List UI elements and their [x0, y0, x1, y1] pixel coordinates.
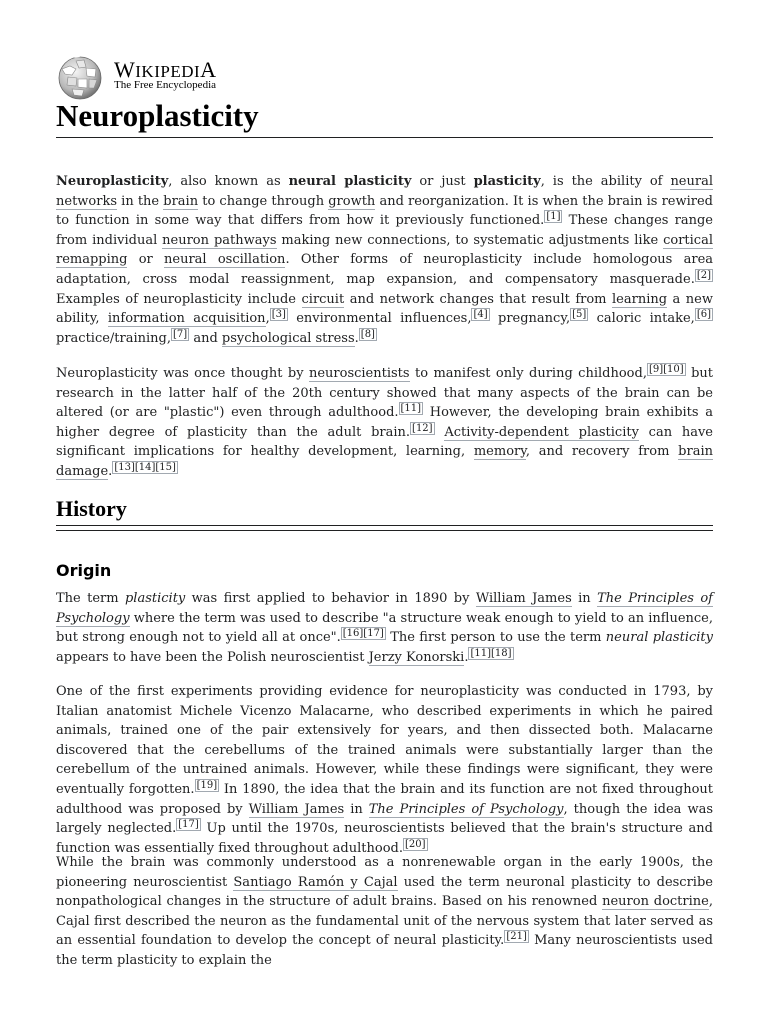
text: appears to have been the Polish neuroscientist	[56, 649, 369, 665]
wikipedia-globe-logo[interactable]	[56, 55, 104, 101]
origin-paragraph-1	[56, 589, 713, 667]
intro-paragraph-2	[56, 364, 713, 482]
link-cortical-remapping[interactable]: cortical remapping	[56, 232, 713, 268]
citation-11[interactable]: [11]	[400, 403, 422, 415]
section-heading-history: History	[56, 494, 713, 526]
text: Neuroplasticity was once thought by	[56, 366, 309, 381]
link-memory[interactable]: memory	[473, 444, 526, 460]
text: environmental influences,	[287, 311, 472, 327]
text: .	[354, 330, 359, 346]
subsection-heading-origin: Origin	[56, 561, 112, 580]
text: , Cajal first described the neuron as the fundamental unit of the nervous system that later served as an essential foundation to develop the concept of neural plasticity.	[56, 894, 713, 949]
link-learning[interactable]: learning	[612, 291, 668, 307]
text: However, the developing brain exhibits a higher degree of plasticity than the adult brain.	[56, 405, 713, 440]
citation-7[interactable]: [7]	[173, 328, 188, 340]
citation-4[interactable]: [4]	[473, 309, 488, 321]
link-information-acquisition[interactable]: information acquisition	[107, 311, 266, 327]
italic-term: plasticity	[124, 591, 186, 606]
text: or	[127, 252, 165, 268]
text: These changes range from individual	[56, 213, 713, 248]
text: where the term was used to describe "a structure weak enough to yield to an influence, but strong enough not to yield all at once".	[56, 610, 713, 646]
citation-16-17[interactable]: [16][17]	[342, 628, 384, 640]
link-william-james[interactable]: William James	[475, 591, 572, 606]
citation-19[interactable]: [19]	[196, 779, 218, 791]
text: practice/training,	[56, 330, 172, 346]
text: , also known as	[168, 174, 289, 189]
link-brain[interactable]: brain	[163, 193, 199, 209]
text: Examples of neuroplasticity include	[56, 291, 302, 307]
link-brain-damage[interactable]: brain damage	[56, 444, 713, 479]
text: The first person to use the term	[385, 630, 606, 646]
text: In 1890, the idea that the brain and its function are not fixed throughout adulthood was proposed by	[56, 781, 713, 817]
bold-term: neural plasticity	[288, 174, 412, 189]
text: Many neuroscientists used the term plasticity to explain the	[56, 933, 714, 968]
text: One of the first experiments providing evidence for neuroplasticity was conducted in 1793, by Italian anatomist Michele Vicenzo Malacarne, who described experiments in which he paired animals, trained one of the pair extensively for years, and then dissected both. Malacarne discovered that the cerebellums of the trained animals were substantially larger than the cerebellum of the untrained animals. However, while these findings were significant, they were eventually forgotten.	[56, 684, 713, 797]
text: , is the ability of	[540, 174, 671, 189]
section-divider	[56, 530, 713, 531]
link-circuit[interactable]: circuit	[301, 291, 345, 307]
link-psychological-stress[interactable]: psychological stress	[221, 330, 355, 346]
text: While the brain was commonly understood as a nonrenewable organ in the early 1900s, the pioneering neuroscientist	[56, 855, 713, 890]
wikipedia-tagline: The Free Encyclopedia	[114, 79, 217, 91]
text: Up until the 1970s, neuroscientists believed that the brain's structure and function was essentially fixed throughout adulthood.	[56, 821, 713, 856]
citation-17[interactable]: [17]	[178, 819, 199, 831]
link-william-james[interactable]: William James	[248, 801, 345, 817]
link-principles-of-psychology[interactable]: The Principles of Psychology	[56, 591, 713, 626]
citation-1[interactable]: [1]	[546, 211, 561, 223]
wordmark-last: A	[200, 57, 217, 82]
citation-11-18[interactable]: [11][18]	[470, 647, 512, 659]
text: pregnancy,	[489, 311, 571, 327]
text: in	[344, 801, 369, 817]
text: or just	[411, 174, 474, 189]
text: and network changes that result from	[344, 291, 612, 307]
text: and	[189, 330, 222, 346]
link-activity-dependent-plasticity[interactable]: Activity-dependent plasticity	[444, 424, 639, 440]
citation-12[interactable]: [12]	[412, 422, 433, 434]
text: caloric intake,	[588, 311, 695, 327]
link-jerzy-konorski[interactable]: Jerzy Konorski	[368, 649, 465, 665]
link-santiago-ramon-y-cajal[interactable]: Santiago Ramón y Cajal	[233, 874, 398, 890]
intro-paragraph-1	[56, 172, 713, 348]
text: in	[571, 591, 598, 606]
origin-paragraph-3	[56, 853, 713, 971]
text: ,	[265, 311, 270, 327]
link-neural-oscillation[interactable]: neural oscillation	[164, 252, 286, 268]
link-principles-of-psychology[interactable]: The Principles of Psychology	[368, 801, 564, 817]
text: , though the idea was largely neglected.	[56, 801, 713, 837]
text: and reorganization. It is when the brain is rewired to function in some way that differs from how it previously functioned.	[56, 193, 714, 229]
citation-3[interactable]: [3]	[271, 309, 286, 321]
origin-paragraph-2	[56, 682, 713, 858]
text: was first applied to behavior in 1890 by	[185, 591, 476, 606]
text: used the term neuronal plasticity to describe nonpathological changes in the structure of adult brains. Based on his renowned	[56, 874, 713, 910]
link-neural-networks[interactable]: neural networks	[56, 174, 713, 209]
link-neuron-doctrine[interactable]: neuron doctrine	[602, 894, 709, 910]
text: a new ability,	[56, 291, 713, 327]
citation-13-15[interactable]: [13][14][15]	[114, 461, 176, 473]
page-title: Neuroplasticity	[56, 96, 713, 138]
italic-term: neural plasticity	[605, 630, 713, 646]
wordmark-rest: IKIPEDI	[135, 62, 201, 81]
text: .	[464, 649, 469, 665]
text: in the	[117, 193, 164, 209]
citation-9-10[interactable]: [9][10]	[648, 364, 684, 375]
citation-6[interactable]: [6]	[696, 309, 711, 321]
link-growth[interactable]: growth	[328, 193, 376, 209]
citation-8[interactable]: [8]	[360, 328, 375, 340]
text: can have significant implications for healthy development, learning,	[56, 424, 713, 460]
text: to manifest only during childhood,	[409, 366, 647, 381]
site-header	[56, 53, 713, 99]
text: The term	[56, 591, 125, 606]
text: .	[108, 463, 113, 479]
citation-5[interactable]: [5]	[572, 309, 587, 321]
text: but research in the latter half of the 20th century showed that many aspects of the brain can be altered (or are "plastic") even through adulthood.	[56, 366, 713, 421]
bold-term: Neuroplasticity	[56, 174, 169, 189]
citation-21[interactable]: [21]	[506, 931, 527, 943]
text: . Other forms of neuroplasticity include homologous area adaptation, cross modal reassignment, map expansion, and compensatory masquerade.	[56, 252, 714, 287]
text	[435, 425, 445, 440]
link-neuroscientists[interactable]: neuroscientists	[308, 366, 410, 381]
wordmark-first: W	[114, 57, 136, 82]
citation-20[interactable]: [20]	[404, 838, 426, 850]
text: to change through	[198, 193, 329, 209]
link-neuron-pathways[interactable]: neuron pathways	[162, 232, 277, 248]
text: , and recovery from	[525, 444, 679, 460]
bold-term: plasticity	[473, 174, 541, 189]
citation-2[interactable]: [2]	[696, 269, 711, 281]
text: making new connections, to systematic adjustments like	[276, 232, 664, 248]
